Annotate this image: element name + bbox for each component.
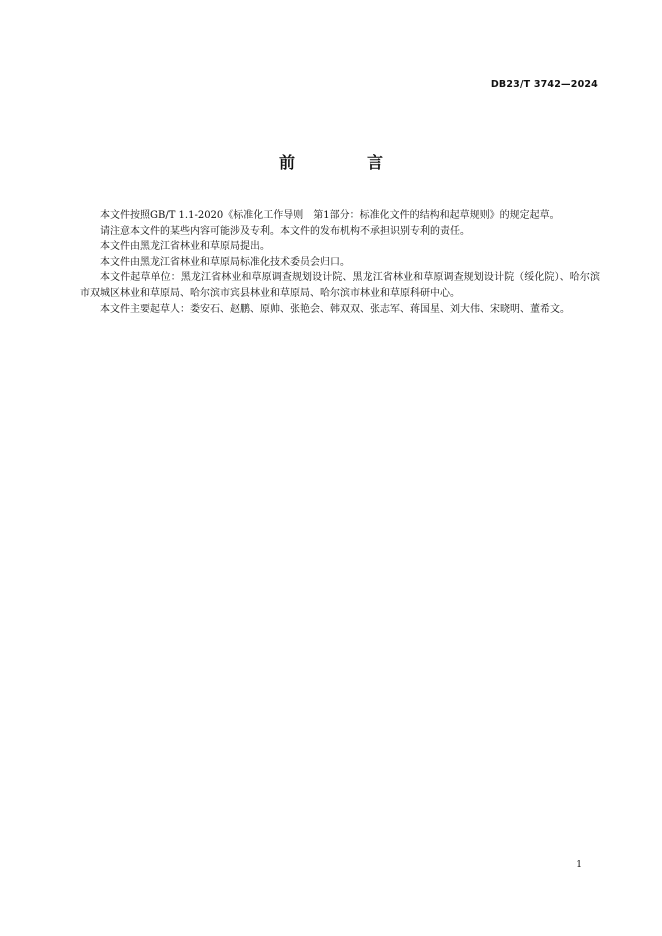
- paragraph-patent-notice: 请注意本文件的某些内容可能涉及专利。本文件的发布机构不承担识别专利的责任。: [100, 225, 470, 237]
- paragraph-main-drafters: 本文件主要起草人：娄安石、赵鹏、原帅、张艳会、韩双双、张志军、蒋国星、刘大伟、宋晓明、董希文。: [100, 303, 570, 315]
- page-title: 前 言: [278, 153, 411, 172]
- paragraph-drafting-units: 本文件起草单位：黑龙江省林业和草原调查规划设计院、黑龙江省林业和草原调查规划设计院（绥化院）、哈尔滨市双城区林业和草原局、哈尔滨市宾县林业和草原局、哈尔滨市林业和草原科研中心。: [80, 272, 600, 299]
- paragraph-proposer: 本文件由黑龙江省林业和草原局提出。: [100, 241, 270, 253]
- document-code: DB23/T 3742—2024: [490, 79, 598, 90]
- paragraph-technical-committee: 本文件由黑龙江省林业和草原局标准化技术委员会归口。: [100, 256, 350, 268]
- page-number: 1: [576, 860, 582, 870]
- foreword-body: [80, 208, 600, 317]
- paragraph-drafting-rules: 本文件按照GB/T 1.1-2020《标准化工作导则 第1部分：标准化文件的结构和起草规则》的规定起草。: [100, 210, 560, 221]
